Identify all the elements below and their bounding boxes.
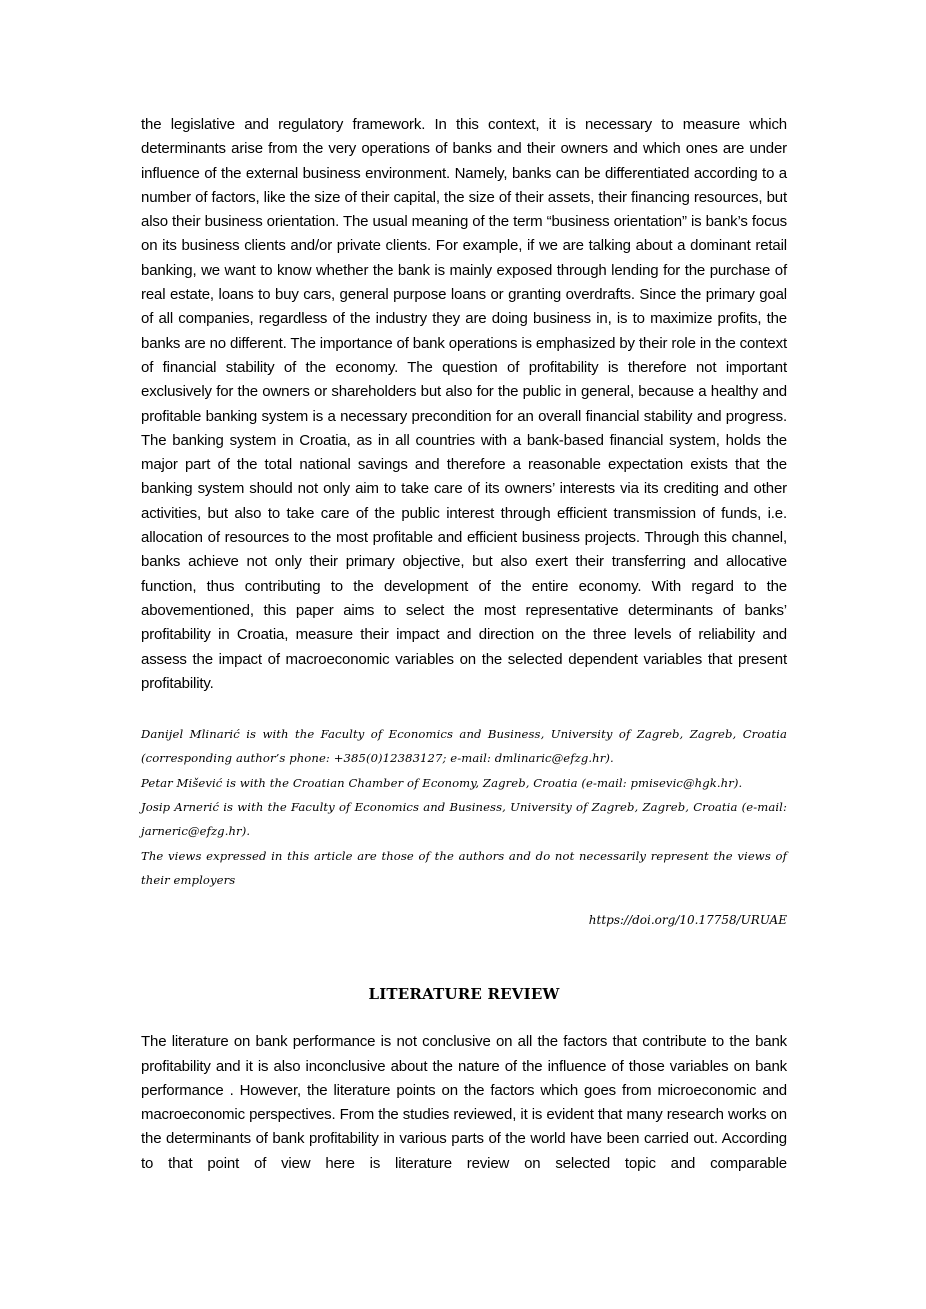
intro-paragraph: the legislative and regulatory framework. In this context, it is necessary to measure which determinants arise from the very operations of banks and their owners and which ones are under influence of the external business environment. Namely, banks can be differentiated according to a number of factors, like the size of their capital, the size of their assets, their financing resources, but also their business orientation. The usual meaning of the term “business orientation” is bank’s focus on its business clients and/or private clients. For example, if we are talking about a dominant retail banking, we want to know whether the bank is mainly exposed through lending for the purchase of real estate, loans to buy cars, general purpose loans or granting overdrafts. Since the primary goal of all companies, regardless of the industry they are doing business in, is to maximize profits, the banks are no different. The importance of bank operations is emphasized by their role in the context of financial stability of the economy. The question of profitability is therefore not important exclusively for the owners or shareholders but also for the public in general, because a healthy and profitable banking system is a necessary precondition for an overall financial stability and progress. The banking system in Croatia, as in all countries with a bank-based financial system, holds the major part of the total national savings and therefore a reasonable expectation exists that the banking system should not only aim to take care of its owners’ interests via its crediting and other activities, but also to take care of the public interest through efficient transmission of funds, i.e. allocation of resources to the most profitable and efficient business projects. Through this channel, banks achieve not only their primary objective, but also exert their transferring and allocative function, thus contributing to the development of the entire economy. With regard to the abovementioned, this paper aims to select the most representative determinants of banks’ profitability in Croatia, measure their impact and direction on the three levels of reliability and assess the impact of macroeconomic variables on the selected dependent variables that present profitability.: [141, 116, 787, 692]
footnote-misevic: Petar Mišević is with the Croatian Chamber of Economy, Zagreb, Croatia (e-mail: pmisevic@hgk.hr).: [141, 775, 743, 790]
doi-link[interactable]: https://doi.org/10.17758/URUAE: [588, 913, 787, 928]
footnote-mlinaric: Danijel Mlinarić is with the Faculty of Economics and Business, University of Zagreb, Zagreb, Croatia (corresponding author’s phone: +385(0)12383127; e-mail: dmlinaric@efzg.hr).: [141, 727, 787, 766]
author-footnotes: [141, 722, 787, 892]
section-title-literature-review: LITERATURE REVIEW: [368, 985, 560, 1004]
literature-review-paragraph: The literature on bank performance is not conclusive on all the factors that contribute to the bank profitability and it is also inconclusive about the nature of the influence of those variables on bank performance . However, the literature points on the factors which goes from microeconomic and macroeconomic perspectives. From the studies reviewed, it is evident that many research works on the determinants of bank profitability in various parts of the world have been carried out. According to that point of view here is literature review on selected topic and comparable: [141, 1033, 787, 1172]
footnote-arneric: Josip Arnerić is with the Faculty of Economics and Business, University of Zagreb, Zagreb, Croatia (e-mail: jarneric@efzg.hr).: [141, 800, 787, 839]
footnote-disclaimer: The views expressed in this article are those of the authors and do not necessarily represent the views of their employers: [141, 848, 787, 887]
page-content: [141, 113, 787, 1176]
